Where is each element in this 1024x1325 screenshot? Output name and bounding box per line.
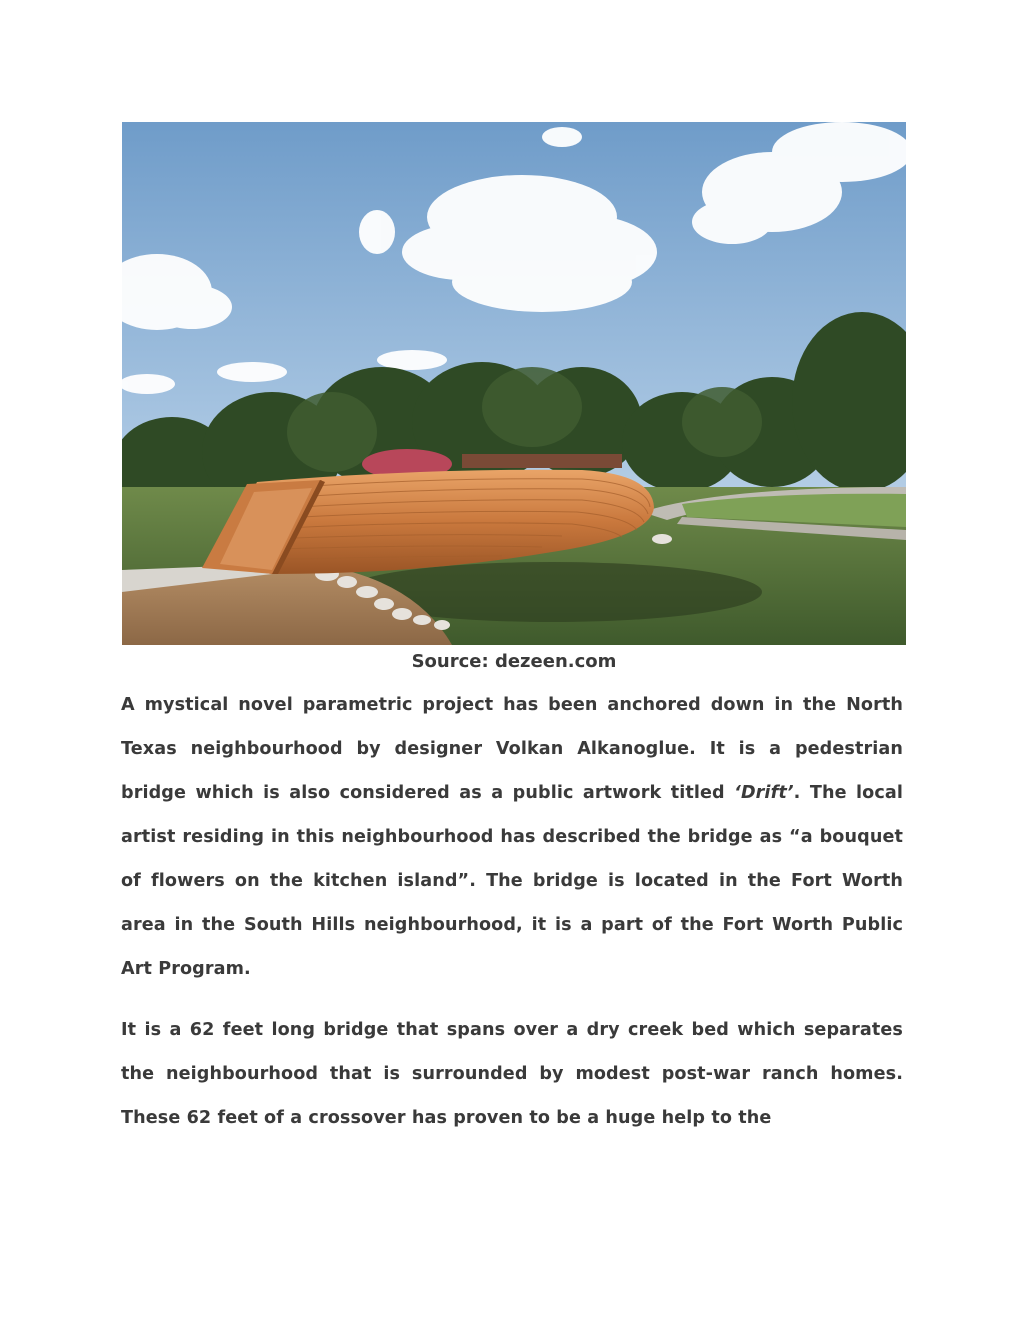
paragraph-2: It is a 62 feet long bridge that spans over a dry creek bed which separates the neighbourhood that is surrounded by modest post-war ranch homes. These 62 feet of a crossover has proven to be a huge help to the (121, 1020, 903, 1128)
image-caption: Source: dezeen.com (411, 651, 617, 672)
paragraph-1-text-continued: . The local artist residing in this neighbourhood has described the bridge as “a bouquet of flowers on the kitchen island”. The bridge is located in the Fort Worth area in the South Hills neighbourhood, it is a part of the Fort Worth Public Art Program. (121, 783, 903, 979)
article-body (121, 683, 903, 1140)
paragraph-1-text: A mystical novel parametric project has been anchored down in the North Texas neighbourhood by designer Volkan Alkanoglue. It is a pedestrian bridge which is also considered as a public artwork titled (121, 695, 903, 803)
paragraph-1 (121, 683, 903, 991)
artwork-title: ‘Drift’ (734, 783, 794, 803)
bridge-photo (122, 122, 906, 645)
